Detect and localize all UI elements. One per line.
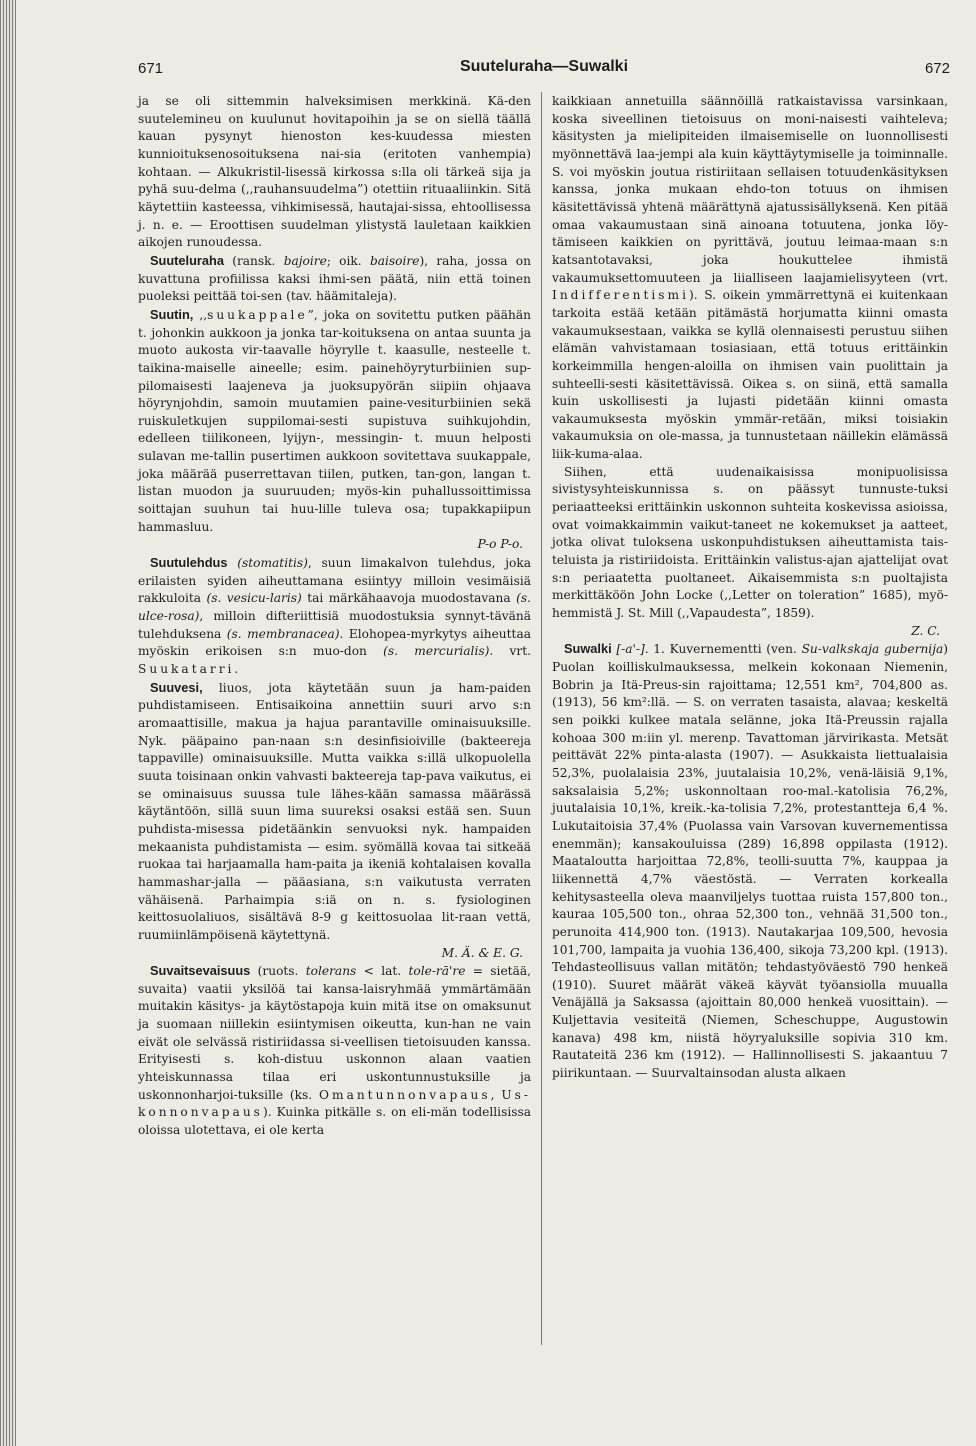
author-signature: M. Ä. & E. G.	[441, 945, 523, 960]
entry-suwalki: Suwalki [-a'-]. 1. Kuvernementti (ven. Su-valkskaja gubernija) Puolan koilliskulmauksessa, melkein kokonaan Niemenin, Bobrin ja Itä-Preus-sin rajoittama; 12,551 km², 704,800 as. (1913), 56 km²:llä. — S. on verraten tasaista, alavaa; keskeltä sen poikki kulkee matala selänne, joka Itä-Preussin rajalla kohoaa 300 m:iin yl. merenp. Tavattoman järvirikasta. Metsät peittävät 22% pinta-alasta (1907). — Asukkaista liettualaisia 52,3%, puolalaisia 23%, juutalaisia 10,2%, venä-läisiä 9,1%, saksalaisia 5,2%; uskonnoltaan roo-mal.-katolisia 76,2%, juutalaisia 10,1%, kreik.-ka-tolisia 7,2%, protestantteja 6,4 %. Lukutaitoisia 37,4% (Puolassa vain Varsovan kuvernementissa enemmän); kansakouluissa (289) 16,898 oppilasta (1912). Maataloutta harjoittaa 72,8%, teolli-suutta 7%, kauppaa ja liikennettä 4,7% väestöstä. — Verraten korkealla kehitysasteella oleva maanviljelys tuottaa ruista 157,800 ton., kauraa 105,500 ton., ohraa 52,300 ton., vehnää 31,500 ton., perunoita 414,900 ton. (1913). Nautakarjaa 109,500, hevosia 101,700, lampaita ja vuohia 136,400, sikoja 73,200 kpl. (1913). Tehdasteollisuus vallan mitätön; tehdastyöväestö 790 henkeä (1910). Suuret määrät väkeä käyvät työansiolla muualla Venäjällä ja Saksassa (ajoittain 80,000 henkeä vuosittain). — Kuljettavia vesiteitä (Niemen, Scheschuppe, Augustowin kanava) 498 km, niistä höyryaluksille sopivia 310 km. Rautateitä 236 km (1912). — Hallinnollisesti S. jakaantuu 7 piirikuntaan. — Suurvaltainsodan alusta alkaen	[552, 641, 949, 1081]
headword: Suutin,	[150, 306, 194, 322]
page-edge-shadow	[0, 0, 16, 1446]
headword: Suuvesi,	[150, 679, 203, 695]
continued-paragraph: kaikkiaan annetuilla säännöillä ratkaistavissa varsinkaan, koska siveellinen tietoisuus on moni-naisesti vaihteleva; käsitysten ja mielipiteiden ilmaisemiselle on luonnollisesti myönnettävä laa-jempi ala kuin käyttäytymiselle ja toiminnalle. S. voi myöskin joutua ristiriitaan sellaisen totuudenkäsityksen kanssa, jonka mukaan ehdo-ton totuus on ihmisen käsitettävissä yhtenä määrättynä ajatussisällyksenä. Ken pitää omaa vakaumustaan sinä ainoana totuutena, jonka löy-tämiseen kaikkien on pyrittävä, joutuu leimaa-maan s:n katsantotavaksi, joka houkuttelee ihmistä vakaumuksettomuuteen ja liialliseen laajamielisyyteen (vrt. Indifferentismi). S. oikein ymmärrettynä ei kuitenkaan tarkoita estää ketään pitämästä horjumatta kiinni omasta vakaumuksestaan, vaikka se kyllä olennaisesti perustuu siihen elämän vahvistamaan tosiasiaan, että totuus erittäinkin korkeimmilla hengen-aloilla on ihmisen vain puolittain ja suhteelli-sesti käsitettävissä. Oikea s. on siinä, että samalla kuin uskollisesti ja lujasti pidetään kiinni omasta vakaumuksesta myöskin ymmär-retään, miksi toisiakin vakaumuksia on ole-massa, ja tunnustetaan näillekin elämässä liik-kuma-alaa.	[552, 94, 948, 462]
page-number-left: 671	[138, 60, 164, 77]
continued-paragraph: ja se oli sittemmin halveksimisen merkkinä. Kä-den suutelemineu on kuulunut hovitapoihin ja se on siellä täällä kauan pysynyt hienoston kes-kuudessa miesten kunnioituksenosoituksena nai-sia (eritoten vanhempia) kohtaan. — Alkukristil-lisessä kirkossa s:lla oli tärkeä sija ja pyhä suu-delma (,,rauhansuudelma”) otettiin rituaaliinkin. Sitä käytettiin kasteessa, vihkimisessä, hautajai-sissa, ehtoollisessa j. n. e. — Eroottisen suudelman ylistystä lauletaan kaikkien aikojen runoudessa.	[138, 94, 531, 250]
entry-suutulehdus: Suutulehdus (stomatitis), suun limakalvon tulehdus, joka erilaisten syiden aiheuttamana esiintyy milloin vesimäisiä rakkuloita (s. vesicu-laris) tai märkähaavoja muodostavana (s. ulce-rosa), milloin difteriittisiä muodostuksia synnyt-tävänä tulehduksena (s. membranacea). Elohopea-myrkytys aiheuttaa myöskin erikoisen s:n muo-don (s. mercurialis). vrt. Suukatarri.	[138, 555, 532, 676]
headword: Suuteluraha	[150, 252, 224, 268]
author-signature: P-o P-o.	[477, 537, 523, 552]
headword: Suvaitsevaisuus	[150, 963, 251, 979]
entry-suvaitsevaisuus: Suvaitsevaisuus (ruots. tolerans < lat. tole-rā're = sietää, suvaita) vaatii yksilöä tai kansa-laisryhmää ymmärtämään muitakin käsitys- ja käytöstapoja kuin mitä itse on omaksunut ja suomaan niillekin esiintymisen oikeutta, kun-han ne vain eivät ole selvässä ristiriidassa si-veellisen tietoisuuden kanssa. Erityisesti s. koh-distuu uskonnon alaan vaatien yhteiskunnassa tilaa eri uskontunnustuksille ja uskonnonharjoi-tuksille (ks. Omantunnonvapaus, Us-konnonvapaus). Kuinka pitkälle s. on eli-män todellisissa oloissa ulotettava, ei ole kerta	[138, 963, 531, 1138]
entry-suuvesi: Suuvesi, liuos, jota käytetään suun ja ham-paiden puhdistamiseen. Entisaikoina annettiin suuri arvo s:n aromaattisille, makua ja hajua parantaville ominaisuuksille. Nyk. pääpaino pan-naan s:n desinfisioiville (bakteereja tappaville) ominaisuuksille. Mutta vaikka s:illä ulkopuolella suuta toisinaan onkin vahvasti bakteereja tap-pava vaikutus, ei se ominaisuus suussa tule lähes-kään samassa määrässä käytäntöön, sillä suun lima suureksi osaksi estää sen. Suun puhdista-misessa pidetäänkin senvuoksi nyk. hampaiden mekaanista puhdistamista — esim. syömällä kovaa tai sitkeää ruokaa tai harjaamalla ham-paita ja ikeniä kohtalaisen kovalla hammashar-jalla — pääasiana, s:n vaikutusta verraten vähäisenä. Parhaimpia s:iä on n. s. fysiologinen keittosuolaliuos, sisältävä 8-9 g keittosuolaa lit-raan vettä, ruumiinlämpöisenä käytettynä.	[138, 679, 531, 942]
author-signature: Z. C.	[911, 623, 940, 638]
right-column	[552, 93, 948, 1083]
entry-suuteluraha: Suuteluraha (ransk. bajoire; oik. baisoire), raha, jossa on kuvattuna profiilissa kaksi ihmi-sen päätä, niin että toinen puoleksi peittää toi-sen (tav. häämitaleja).	[138, 252, 531, 304]
column-divider	[541, 92, 542, 1345]
headword: Suwalki	[564, 641, 612, 657]
paragraph: Siihen, että uudenaikaisissa monipuolisissa sivistysyhteiskunnissa s. on päässyt tunnuste-tuksi periaatteeksi erittäinkin uskonnon suhteita koskevissa asioissa, ovat voimakkaimmin vaikut-taneet ne kokemukset ja aatteet, jotka olivat tuloksena uskonpuhdistuksen aiheuttamista tais-teluista ja ristiriidoista. Erittäinkin valistus-ajan ajattelijat ovat s:n periaatetta puoltaneet. Aikaisemmista s:n puoltajista merkittäköön John Locke (,,Letter on toleration” 1685), myö-hemmistä J. St. Mill (,,Vapaudesta”, 1859).	[552, 464, 948, 621]
running-title: Suuteluraha—Suwalki	[459, 58, 629, 75]
page-number-right: 672	[924, 60, 950, 77]
headword: Suutulehdus	[150, 555, 228, 571]
entry-suutin: Suutin, ,,suukappale”, joka on sovitettu putken päähän t. johonkin aukkoon ja jonka tar-koituksena on antaa suunta ja muoto aukosta vir-taavalle höyrylle t. kaasulle, nesteelle t. taikina-maiselle aineelle; esim. painehöyryturbiinien sup-pilomaisesti laajeneva ja juoksupyörän siipiin ohjaava höyrynjohdin, samoin muutamien paine-vesiturbiinien sekä ruiskuletkujen suppilomai-sesti supistuva suihkujohdin, edelleen tiilikoneen, lyijyn-, messingin- t. muun helposti sulavan me-tallin pusertimen aukkoon sovitettava suukappale, joka määrää puserrettavan tiilen, putken, tan-gon, langan t. listan muodon ja suuruuden; myös-kin puhallussoittimissa soittajan suuhun tai huu-lille tuleva osa; tupakkapiipun hammasluu.	[138, 306, 531, 534]
page-header	[138, 60, 950, 84]
left-column	[138, 93, 531, 1140]
